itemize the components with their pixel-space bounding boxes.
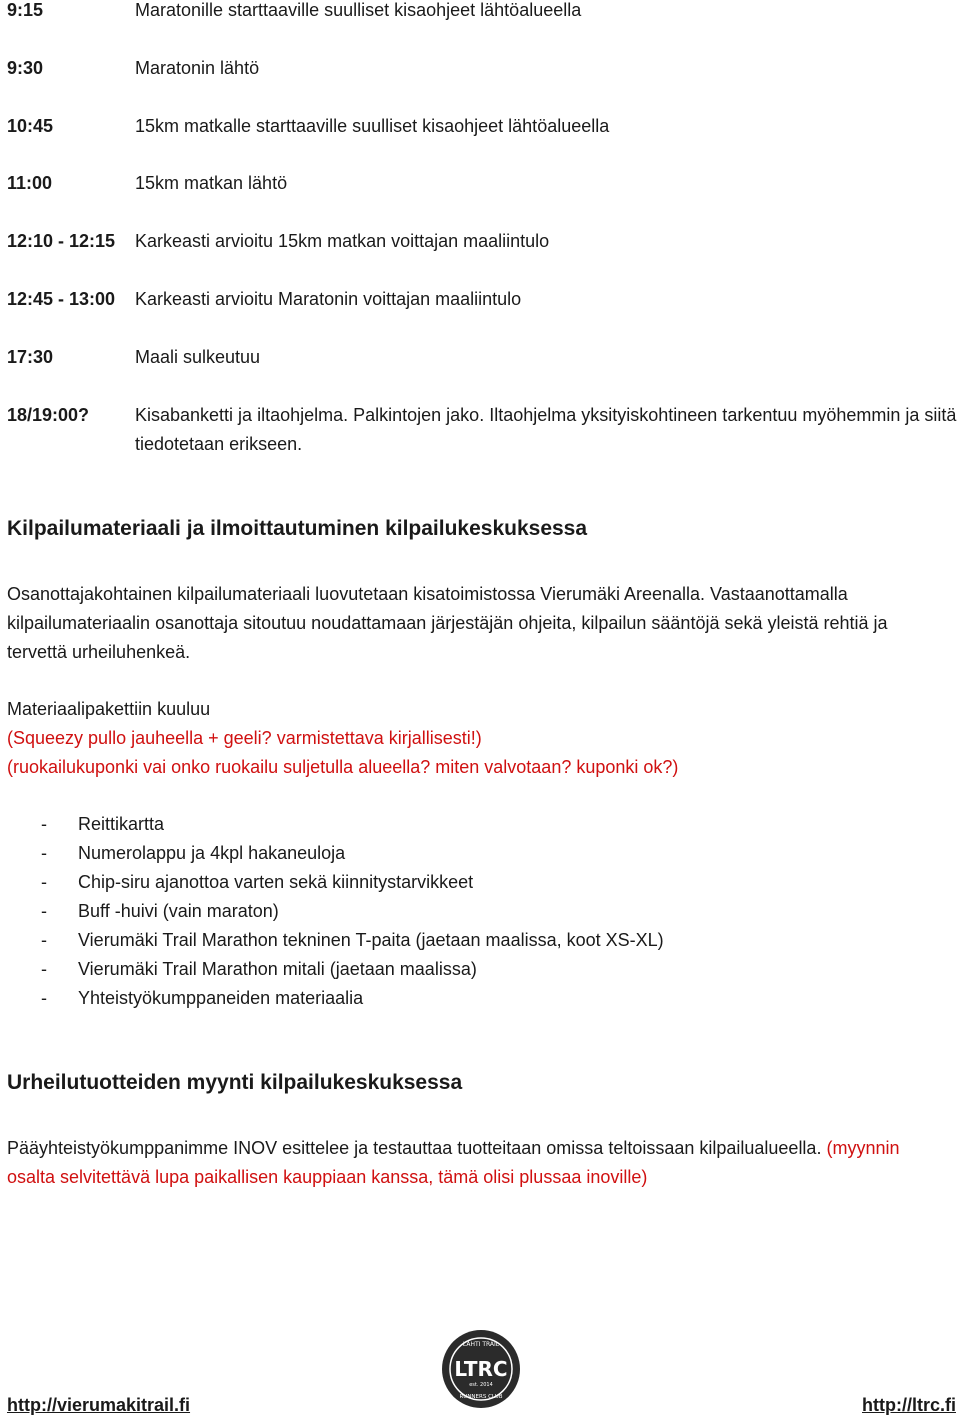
list-item [7, 810, 947, 839]
list-item-text: Vierumäki Trail Marathon tekninen T-paita (jaetaan maalissa, koot XS-XL) [78, 930, 664, 950]
list-item-text: Reittikartta [78, 814, 165, 834]
schedule-event: Kisabanketti ja iltaohjelma. Palkintojen jako. Iltaohjelma yksityiskohtineen tarkentuu myöhemmin ja siitä tiedotetaan erikseen. [135, 405, 957, 454]
list-dash: - [41, 872, 47, 892]
schedule-event: Maali sulkeutuu [135, 347, 261, 367]
schedule-event: Karkeasti arvioitu 15km matkan voittajan maaliintulo [135, 231, 550, 251]
list-item-text: Vierumäki Trail Marathon mitali (jaetaan maalissa) [78, 959, 477, 979]
list-item [7, 897, 947, 926]
list-dash: - [41, 959, 47, 979]
schedule-time: 18/19:00? [7, 405, 90, 425]
schedule-event: Karkeasti arvioitu Maratonin voittajan maaliintulo [135, 289, 522, 309]
list-dash: - [41, 843, 47, 863]
draft-note: (ruokailukuponki vai onko ruokailu suljetulla alueella? miten valvotaan? kuponki ok?) [7, 757, 679, 777]
schedule-time: 17:30 [7, 347, 54, 367]
section-heading: Urheilutuotteiden myynti kilpailukeskuksessa [7, 1071, 463, 1094]
list-item [7, 955, 947, 984]
logo-top-text: LAHTI TRAIL [462, 1341, 500, 1348]
schedule-event: 15km matkan lähtö [135, 173, 288, 193]
draft-note: (Squeezy pullo jauheella + geeli? varmistettava kirjallisesti!) [7, 728, 482, 748]
list-dash: - [41, 930, 47, 950]
draft-note: (myynnin osalta selvitettävä lupa paikallisen kauppiaan kanssa, tämä olisi plussaa inoville) [7, 1138, 900, 1187]
list-item-text: Buff -huivi (vain maraton) [78, 901, 279, 921]
logo-bottom-text: RUNNERS CLUB [459, 1394, 503, 1400]
list-item-text: Yhteistyökumppaneiden materiaalia [78, 988, 364, 1008]
logo-text: LTRC [454, 1357, 508, 1381]
list-item [7, 926, 947, 955]
schedule-time: 12:45 - 13:00 [7, 289, 116, 309]
logo-est-text: est. 2014 [469, 1382, 493, 1388]
list-item [7, 984, 947, 1013]
schedule-time: 9:15 [7, 0, 44, 20]
ltrc-club-logo-icon [440, 1328, 522, 1410]
footer-link-vierumakitrail[interactable]: http://vierumakitrail.fi [7, 1395, 191, 1415]
list-item [7, 868, 947, 897]
package-intro: Materiaalipakettiin kuuluu [7, 699, 211, 719]
schedule-time: 9:30 [7, 58, 44, 78]
section-heading: Kilpailumateriaali ja ilmoittautuminen kilpailukeskuksessa [7, 517, 588, 540]
list-item-text: Chip-siru ajanottoa varten sekä kiinnitystarvikkeet [78, 872, 474, 892]
section-paragraph: Osanottajakohtainen kilpailumateriaali luovutetaan kisatoimistossa Vierumäki Areenalla. Vastaanottamalla kilpailumateriaalin osanottaja sitoutuu noudattamaan järjestäjän ohjeita, kilpailun sääntöjä sekä yleistä rehtiä ja tervettä urheiluhenkeä. [7, 584, 888, 662]
schedule-time: 11:00 [7, 173, 53, 193]
list-dash: - [41, 901, 47, 921]
schedule-time: 12:10 - 12:15 [7, 231, 116, 251]
list-dash: - [41, 988, 47, 1008]
package-item-list [7, 810, 947, 1013]
list-dash: - [41, 814, 47, 834]
paragraph-text: Pääyhteistyökumppanimme INOV esittelee ja testauttaa tuotteitaan omissa teltoissaan kilpailualueella. [7, 1138, 822, 1158]
section-paragraph [7, 1134, 947, 1192]
list-item [7, 839, 947, 868]
schedule-time: 10:45 [7, 116, 54, 136]
schedule-event: 15km matkalle starttaaville suulliset kisaohjeet lähtöalueella [135, 116, 610, 136]
list-item-text: Numerolappu ja 4kpl hakaneuloja [78, 843, 346, 863]
schedule-event: Maratonille starttaaville suulliset kisaohjeet lähtöalueella [135, 0, 582, 20]
schedule-event: Maratonin lähtö [135, 58, 260, 78]
footer-link-ltrc[interactable]: http://ltrc.fi [862, 1395, 956, 1415]
